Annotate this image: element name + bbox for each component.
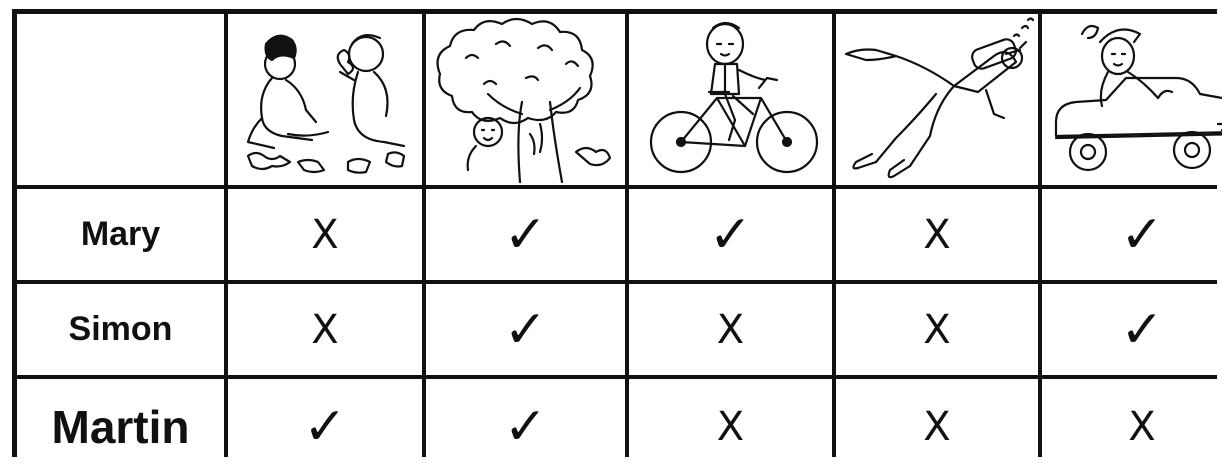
mark-cell [426,284,625,375]
mark-cell [1042,284,1222,375]
mark-cell [426,189,625,280]
mark-cell [426,379,625,474]
mark-cell [228,379,422,474]
mark-cell [836,379,1038,474]
person-name: Mary [80,215,161,253]
cross-mark: X [716,306,745,353]
check-mark: ✓ [1120,299,1164,360]
check-mark: ✓ [503,299,548,360]
activity-header-bicycle [629,14,832,185]
cross-mark: X [716,403,745,450]
activity-header-car [1042,14,1222,185]
activity-header-tree [426,14,625,185]
mark-cell [629,379,832,474]
check-mark: ✓ [708,204,753,265]
mark-cell [228,189,422,280]
cross-mark: X [311,211,339,258]
mark-cell [836,189,1038,280]
mark-cell [1042,379,1222,474]
person-name: Martin [51,400,190,453]
mark-cell [836,284,1038,375]
mark-cell [629,189,832,280]
cycling-icon [629,14,832,185]
mark-cell [1042,189,1222,280]
person-name: Simon [68,310,173,348]
tree-climbing-icon [426,14,625,185]
activity-header-puzzle [228,14,422,185]
mark-cell [629,284,832,375]
cross-mark: X [1128,403,1156,450]
kids-puzzle-icon [228,14,422,185]
row-name-cell [17,189,224,280]
cross-mark: X [311,306,339,353]
activity-header-diving [836,14,1038,185]
corner-cell [17,14,224,185]
check-mark: ✓ [503,204,548,265]
scuba-diving-icon [836,14,1038,185]
activity-table [12,9,1217,457]
check-mark: ✓ [303,396,347,457]
cross-mark: X [923,211,951,258]
cross-mark: X [923,403,951,450]
check-mark: ✓ [503,396,548,457]
cross-mark: X [923,306,951,353]
check-mark: ✓ [1120,204,1164,265]
mark-cell [228,284,422,375]
row-name-cell [17,379,224,474]
row-name-cell [17,284,224,375]
driving-car-icon [1042,14,1222,185]
